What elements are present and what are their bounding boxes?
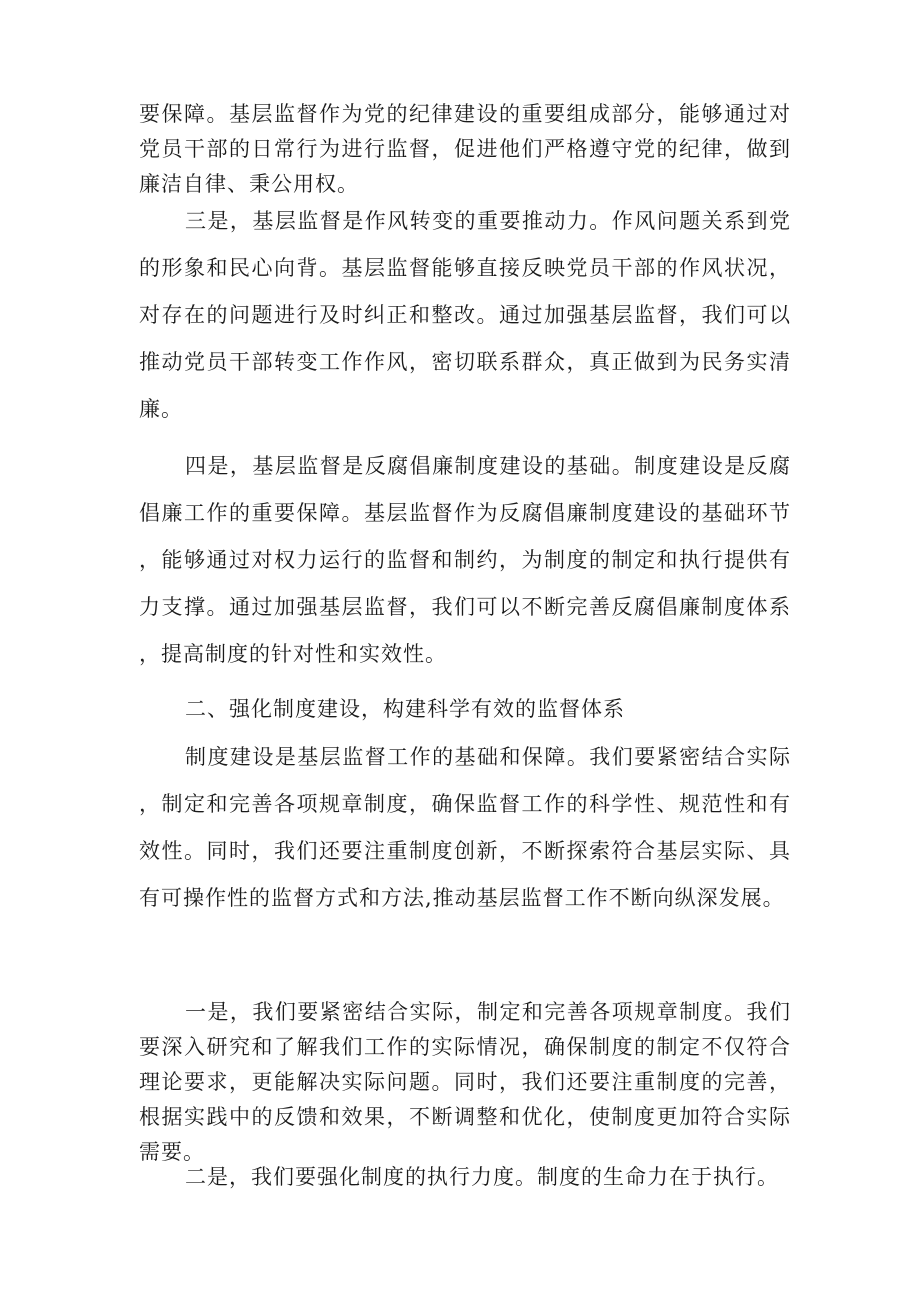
paragraph-anti-corruption-system: 四是，基层监督是反腐倡廉制度建设的基础。制度建设是反腐倡廉工作的重要保障。基层监督作为反腐倡廉制度建设的基础环节，能够通过对权力运行的监督和制约，为制度的制定和执行提供有力支撑。通过加强基层监督，我们可以不断完善反腐倡廉制度体系，提高制度的针对性和实效性。: [139, 454, 791, 666]
paragraph-execution-strength: 二是，我们要强化制度的执行力度。制度的生命力在于执行。: [185, 1165, 779, 1189]
paragraph-system-foundation: 制度建设是基层监督工作的基础和保障。我们要紧密结合实际，制定和完善各项规章制度，确保监督工作的科学性、规范性和有效性。同时，我们还要注重制度创新，不断探索符合基层实际、具有可操作性的监督方式和方法,推动基层监督工作不断向纵深发展。: [139, 745, 791, 910]
paragraph-style-transformation: 三是，基层监督是作风转变的重要推动力。作风问题关系到党的形象和民心向背。基层监督能够直接反映党员干部的作风状况，对存在的问题进行及时纠正和整改。通过加强基层监督，我们可以推动党员干部转变工作作风，密切联系群众，真正做到为民务实清廉。: [139, 209, 791, 421]
paragraph-discipline-guarantee: 要保障。基层监督作为党的纪律建设的重要组成部分，能够通过对党员干部的日常行为进行监督，促进他们严格遵守党的纪律，做到廉洁自律、秉公用权。: [139, 102, 791, 196]
section-heading-system-construction: 二、强化制度建设，构建科学有效的监督体系: [185, 697, 625, 721]
paragraph-improve-regulations: 一是，我们要紧密结合实际，制定和完善各项规章制度。我们要深入研究和了解我们工作的实际情况，确保制度的制定不仅符合理论要求，更能解决实际问题。同时，我们还要注重制度的完善，根据实践中的反馈和效果，不断调整和优化，使制度更加符合实际需要。: [139, 1000, 791, 1164]
